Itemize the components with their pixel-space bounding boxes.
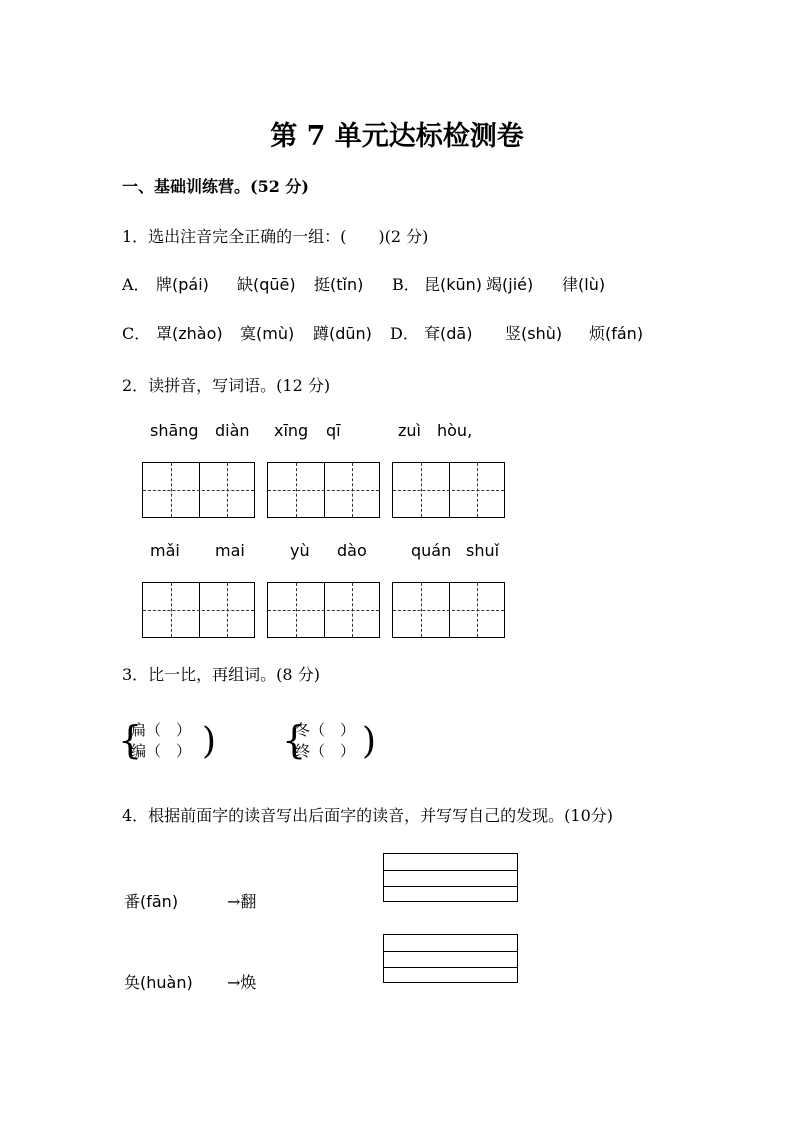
q2-stem: 2．读拼音，写词语。(12 分): [122, 376, 331, 395]
q1-option-c-item: 蹲(dūn): [313, 324, 372, 343]
q1-option-d-item: 耷(dā): [424, 324, 473, 343]
compare-word: 冬（ ）: [295, 721, 356, 739]
compare-word: 终（ ）: [295, 742, 356, 760]
q4-target: →焕: [227, 973, 257, 992]
answer-lines[interactable]: [383, 934, 518, 983]
q1-option-b-letter: B．: [392, 275, 420, 294]
pinyin-syllable: shuǐ: [466, 541, 500, 560]
q3-stem: 3．比一比，再组词。(8 分): [122, 665, 320, 684]
pinyin-syllable: yù: [290, 541, 310, 560]
q1-option-c-letter: C．: [122, 324, 151, 343]
q1-option-a-letter: A．: [122, 275, 150, 294]
pinyin-syllable: zuì: [398, 421, 421, 440]
pinyin-syllable: dào: [337, 541, 367, 560]
q1-option-a-item: 挺(tǐn): [314, 275, 364, 294]
pinyin-syllable: xīng: [274, 421, 309, 440]
left-brace: {: [118, 718, 143, 762]
left-brace: {: [282, 718, 307, 762]
q1-stem: 1．选出注音完全正确的一组：( )(2 分): [122, 227, 429, 246]
q1-option-d-letter: D．: [390, 324, 419, 343]
pinyin-syllable: qī: [326, 421, 341, 440]
writing-grid[interactable]: [392, 462, 505, 518]
q1-option-d-item: 烦(fán): [589, 324, 644, 343]
writing-grid[interactable]: [392, 582, 505, 638]
q1-option-b-item: 竭(jié): [486, 275, 534, 294]
q1-option-c-item: 寞(mù): [240, 324, 295, 343]
writing-grid[interactable]: [267, 462, 380, 518]
pinyin-syllable: mai: [215, 541, 245, 560]
q1-option-b-item: 昆(kūn): [424, 275, 483, 294]
pinyin-syllable: hòu,: [437, 421, 473, 440]
answer-lines[interactable]: [383, 853, 518, 902]
pinyin-syllable: quán: [411, 541, 452, 560]
section-1-heading: 一、基础训练营。(52 分): [122, 177, 309, 196]
q4-stem: 4．根据前面字的读音写出后面字的读音，并写写自己的发现。(10分): [122, 806, 614, 825]
right-paren: ): [362, 721, 377, 762]
compare-word: 编（ ）: [131, 742, 192, 760]
q4-target: →翻: [227, 892, 257, 911]
pinyin-syllable: shāng: [150, 421, 199, 440]
q1-option-d-item: 竖(shù): [505, 324, 563, 343]
pinyin-syllable: mǎi: [150, 541, 180, 560]
writing-grid[interactable]: [267, 582, 380, 638]
page-title: 第 7 单元达标检测卷: [270, 121, 524, 152]
writing-grid[interactable]: [142, 582, 255, 638]
pinyin-syllable: diàn: [215, 421, 250, 440]
q4-source: 奂(huàn): [124, 973, 193, 992]
right-paren: ): [202, 721, 217, 762]
writing-grid[interactable]: [142, 462, 255, 518]
compare-word: 扁（ ）: [131, 721, 192, 739]
q1-option-b-item: 律(lù): [562, 275, 606, 294]
q4-source: 番(fān): [124, 892, 179, 911]
q1-option-c-item: 罩(zhào): [156, 324, 223, 343]
q1-option-a-item: 牌(pái): [156, 275, 209, 294]
q1-option-a-item: 缺(qūē): [237, 275, 296, 294]
